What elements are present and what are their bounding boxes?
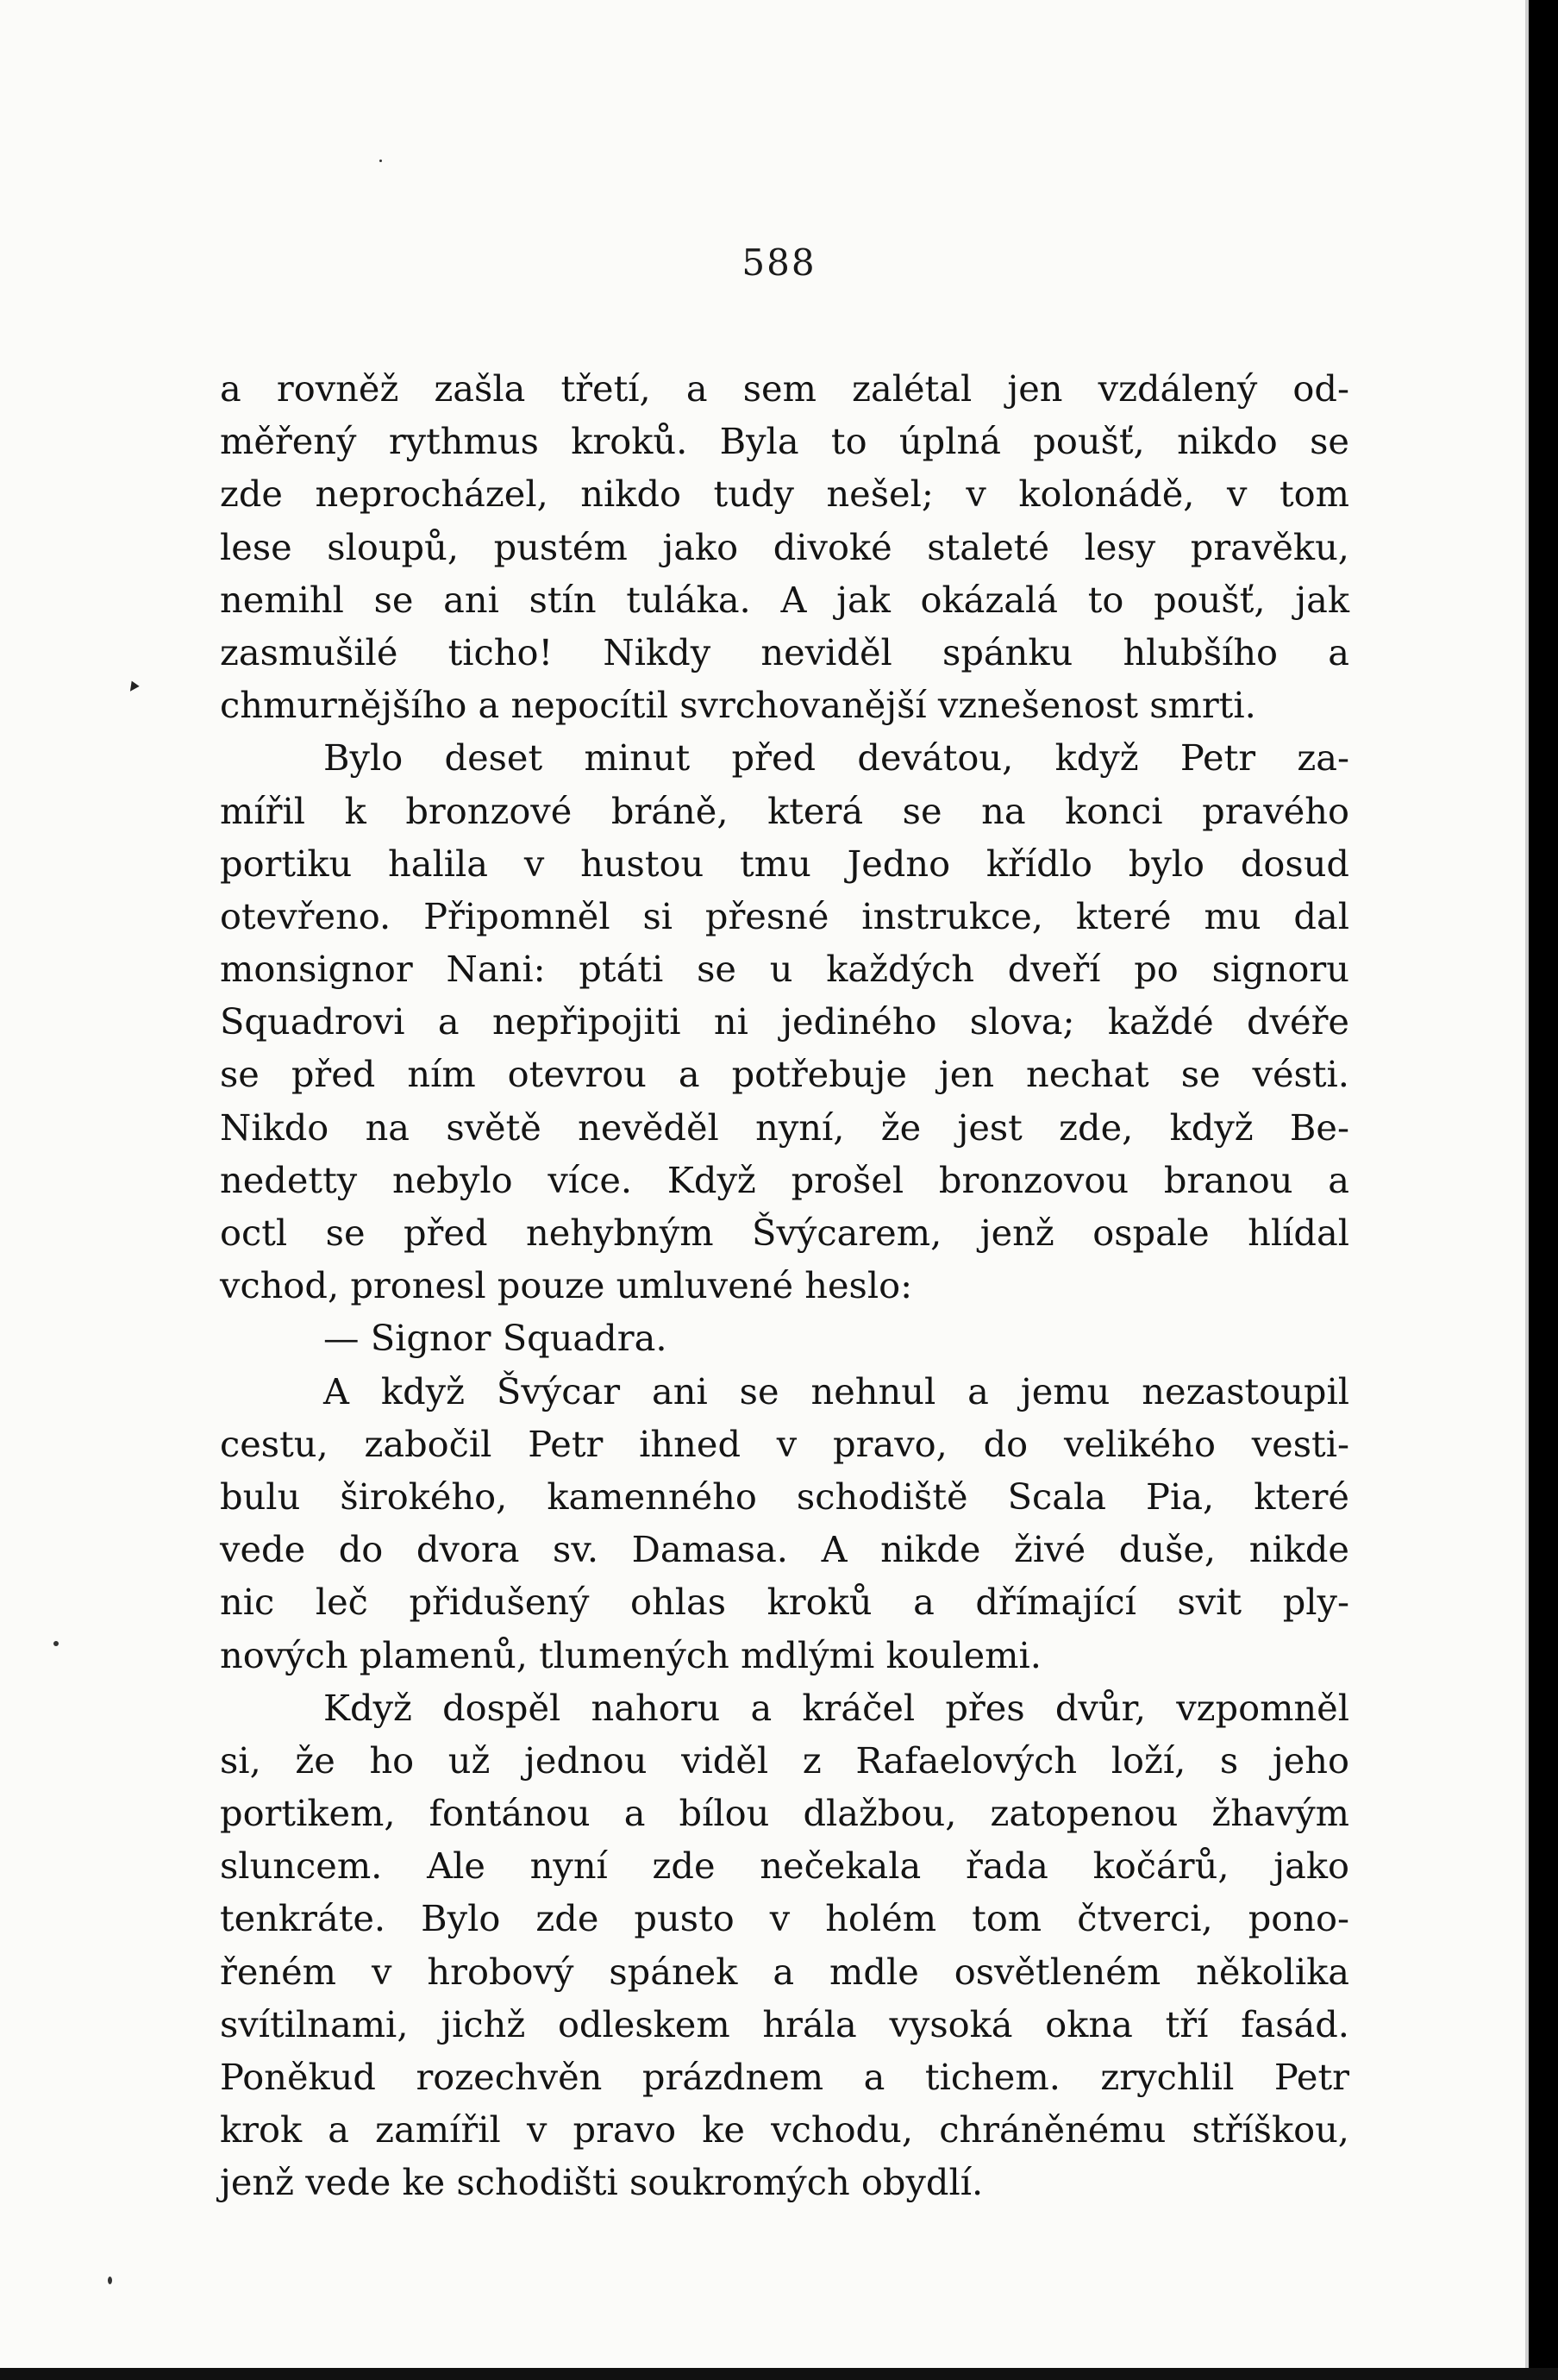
text-line: zasmušilé ticho! Nikdy neviděl spánku hlubšího a (220, 630, 1349, 673)
text-line: nemihl se ani stín tuláka. A jak okázalá to poušť, jak (220, 578, 1349, 621)
text-line: a rovněž zašla třetí, a sem zalétal jen vzdálený od- (220, 367, 1349, 410)
scan-border-shadow (1525, 0, 1529, 2380)
text-line: vchod, pronesl pouze umluvené heslo: (220, 1264, 913, 1307)
dialogue-line: — Signor Squadra. (323, 1317, 667, 1360)
text-line: bulu širokého, kamenného schodiště Scala Pia, které (220, 1475, 1349, 1518)
body-text (220, 362, 1349, 2209)
text-line: vede do dvora sv. Damasa. A nikde živé duše, nikde (220, 1528, 1349, 1571)
text-line: Poněkud rozechvěn prázdnem a tichem. zrychlil Petr (220, 2056, 1349, 2098)
text-line: monsignor Nani: ptáti se u každých dveří po signoru (220, 948, 1349, 991)
margin-mark: ▾ (122, 675, 144, 699)
text-line: Bylo deset minut před devátou, když Petr za- (323, 736, 1349, 780)
scan-border-right (1529, 0, 1558, 2380)
text-line: chmurnějšího a nepocítil svrchovanější vznešenost smrti. (220, 684, 1256, 727)
scan-speck (108, 2277, 112, 2284)
scan-speck (379, 160, 382, 162)
text-line: octl se před nehybným Švýcarem, jenž ospale hlídal (220, 1212, 1349, 1254)
text-line: Nikdo na světě nevěděl nyní, že jest zde, když Be- (220, 1105, 1349, 1149)
text-line: nic leč přidušený ohlas kroků a dřímající svit ply- (220, 1581, 1349, 1624)
text-line: A když Švýcar ani se nehnul a jemu nezastoupil (323, 1369, 1349, 1412)
text-line: zde neprocházel, nikdo tudy nešel; v kolonádě, v tom (220, 473, 1349, 516)
text-line: jenž vede ke schodišti soukromých obydlí. (220, 2161, 984, 2204)
text-line: krok a zamířil v pravo ke vchodu, chráněnému stříškou, (220, 2108, 1349, 2151)
text-line: svítilnami, jichž odleskem hrála vysoká okna tří fasád. (220, 2002, 1349, 2045)
text-line: Squadrovi a nepřipojiti ni jediného slova; každé dvéře (220, 1000, 1349, 1043)
text-line: měřený rythmus kroků. Byla to úplná poušť, nikdo se (220, 420, 1349, 463)
text-line: řeném v hrobový spánek a mdle osvětleném několika (220, 1950, 1349, 1993)
page-number: 588 (741, 241, 817, 284)
text-line: Když dospěl nahoru a kráčel přes dvůr, vzpomněl (323, 1686, 1349, 1729)
text-line: nových plamenů, tlumených mdlými koulemi. (220, 1633, 1042, 1676)
text-line: si, že ho už jednou viděl z Rafaelových loží, s jeho (220, 1738, 1349, 1782)
scan-border-bottom (0, 2368, 1558, 2380)
text-line: cestu, zabočil Petr ihned v pravo, do velikého vesti- (220, 1422, 1349, 1465)
text-line: otevřeno. Připomněl si přesné instrukce, které mu dal (220, 894, 1349, 937)
text-line: lese sloupů, pustém jako divoké staleté lesy pravěku, (220, 525, 1349, 568)
text-line: portiku halila v hustou tmu Jedno křídlo bylo dosud (220, 842, 1349, 885)
text-line: se před ním otevrou a potřebuje jen nechat se vésti. (220, 1053, 1349, 1096)
text-line: nedetty nebylo více. Když prošel bronzovou branou a (220, 1158, 1349, 1201)
text-line: tenkráte. Bylo zde pusto v holém tom čtverci, pono- (220, 1897, 1349, 1940)
text-line: sluncem. Ale nyní zde nečekala řada kočárů, jako (220, 1845, 1349, 1888)
scan-speck (53, 1641, 59, 1646)
text-line: mířil k bronzové bráně, která se na konci pravého (220, 789, 1349, 832)
text-line: portikem, fontánou a bílou dlažbou, zatopenou žhavým (220, 1792, 1349, 1835)
